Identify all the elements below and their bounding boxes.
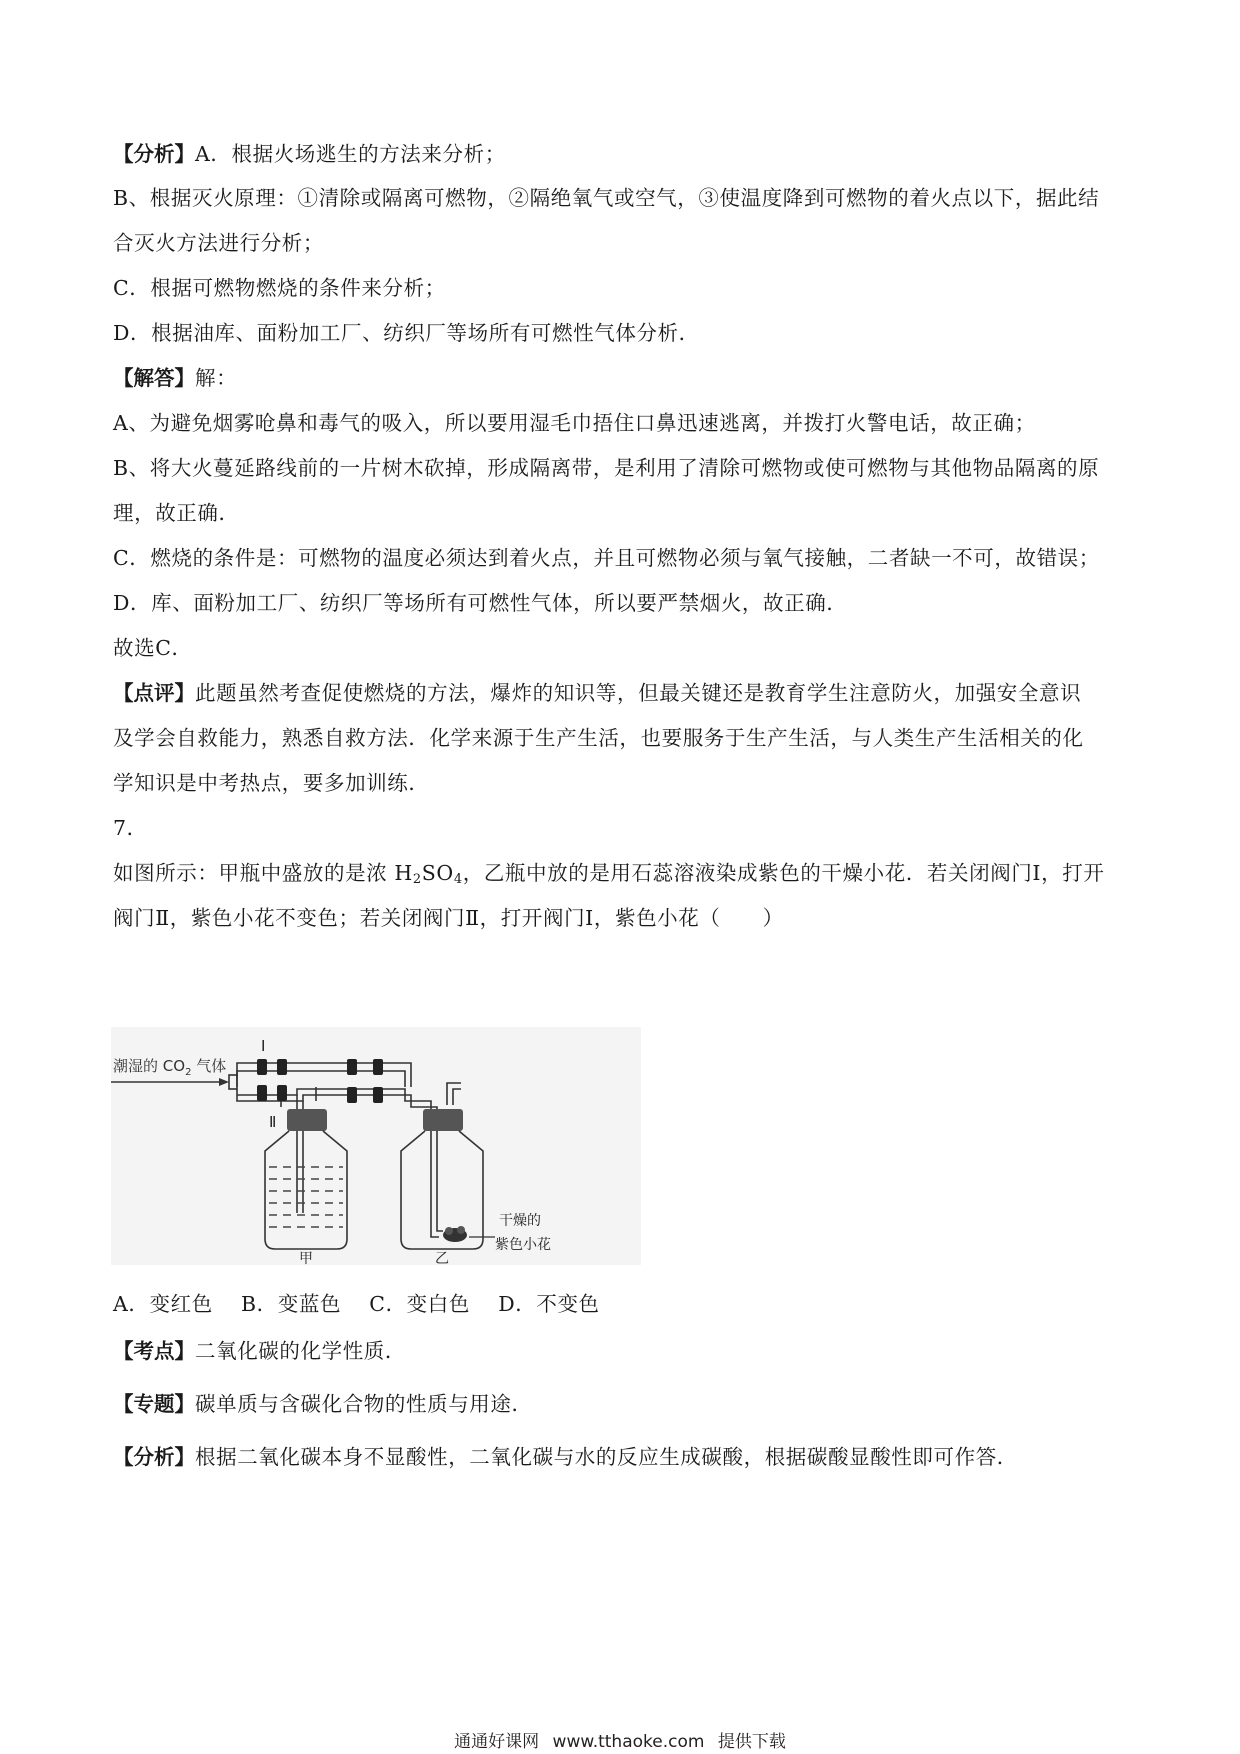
line-text: 此题虽然考查促使燃烧的方法，爆炸的知识等，但最关键还是教育学生注意防火，加强安全意识	[195, 681, 1082, 705]
inlet-label: 潮湿的 $CO_2$ 气体	[113, 1057, 227, 1078]
line-text: 学知识是中考热点，要多加训练．	[113, 771, 430, 795]
line-text: 根据二氧化碳本身不显酸性，二氧化碳与水的反应生成碳酸，根据碳酸显酸性即可作答．	[195, 1445, 1018, 1469]
bottle-jia	[265, 1109, 347, 1265]
clamp-icon	[347, 1059, 357, 1075]
flower-label-2: 紫色小花	[495, 1237, 551, 1253]
line-text: 解：	[195, 366, 238, 390]
page-footer	[0, 1727, 1240, 1752]
section-tag: 【解答】	[113, 366, 195, 390]
stopper-icon	[287, 1109, 327, 1131]
subscript: 2	[412, 872, 422, 887]
flower-label-1: 干燥的	[499, 1213, 541, 1229]
stem-part: ，乙瓶中放的是用石蕊溶液染成紫色的干燥小花．若关闭阀门Ⅰ，打开	[462, 861, 1105, 885]
question-number	[113, 814, 148, 842]
answer-line-a	[113, 409, 1036, 437]
answer-line-b-cont	[113, 499, 240, 527]
analysis-line-4	[113, 274, 446, 302]
question-stem-line-2	[113, 904, 784, 932]
line-text: 二氧化碳的化学性质．	[195, 1339, 406, 1363]
clamp-icon	[347, 1087, 357, 1103]
flower-petal	[445, 1227, 453, 1235]
line-text: B、将大火蔓延路线前的一片树木砍掉，形成隔离带，是利用了清除可燃物或使可燃物与其他物品隔离的原	[113, 456, 1100, 480]
inlet-junction	[229, 1075, 237, 1089]
stem-part: SO	[421, 861, 454, 885]
analysis-line-2	[113, 184, 1099, 212]
stopper-icon	[423, 1109, 463, 1131]
valve-2-label: Ⅱ	[269, 1113, 277, 1131]
section-tag: 【点评】	[113, 681, 195, 705]
line-text: 故选C．	[113, 636, 193, 660]
footer-site: 通通好课网	[454, 1732, 540, 1752]
line-text: C．燃烧的条件是：可燃物的温度必须达到着火点，并且可燃物必须与氧气接触，二者缺一不可，故错误；	[113, 546, 1100, 570]
line-text: D．库、面粉加工厂、纺织厂等场所有可燃性气体，所以要严禁烟火，故正确．	[113, 591, 848, 615]
clamp-icon	[277, 1085, 287, 1101]
valve-2-icon	[257, 1085, 267, 1101]
apparatus-diagram	[111, 1027, 641, 1265]
section-tag: 【分析】	[113, 1445, 195, 1469]
line-text: 及学会自救能力，熟悉自救方法．化学来源于生产生活，也要服务于生产生活，与人类生产生活相关的化	[113, 726, 1084, 750]
question-stem-line-1	[113, 859, 1104, 887]
comment-line-3	[113, 769, 430, 797]
valve-1-label: Ⅰ	[261, 1037, 266, 1055]
analysis-line-final	[113, 1443, 1018, 1471]
yi-outlet	[447, 1083, 461, 1105]
line-text: 7．	[113, 816, 148, 840]
topic-line	[113, 1390, 533, 1418]
key-point-line	[113, 1337, 406, 1365]
line-text: A、为避免烟雾呛鼻和毒气的吸入，所以要用湿毛巾捂住口鼻迅速逃离，并拨打火警电话，故正确；	[113, 411, 1036, 435]
section-tag: 【考点】	[113, 1339, 195, 1363]
section-tag: 【分析】	[113, 142, 195, 166]
line-text: B、根据灭火原理：①清除或隔离可燃物，②隔绝氧气或空气，③使温度降到可燃物的着火点以下，据此结	[113, 186, 1100, 210]
clamp-icon	[373, 1059, 383, 1075]
footer-url[interactable]: www.tthaoke.com	[552, 1732, 705, 1752]
subscript: 4	[453, 872, 463, 887]
comment-line-1	[113, 679, 1081, 707]
bottle-yi	[401, 1109, 495, 1265]
line-text: D．根据油库、面粉加工厂、纺织厂等场所有可燃性气体分析．	[113, 321, 700, 345]
bottle-jia-body	[265, 1131, 347, 1249]
clamp-icon	[373, 1087, 383, 1103]
line-text: 碳单质与含碳化合物的性质与用途．	[195, 1392, 533, 1416]
stem-part: 如图所示：甲瓶中盛放的是浓 H	[113, 861, 413, 885]
analysis-line-3	[113, 229, 324, 257]
yi-outlet-inner	[453, 1089, 461, 1105]
flower-petal	[457, 1226, 465, 1234]
section-tag: 【专题】	[113, 1392, 195, 1416]
options-text: A．变红色 B．变蓝色 C．变白色 D．不变色	[113, 1292, 600, 1316]
footer-note: 提供下载	[717, 1732, 786, 1752]
answer-line-d	[113, 589, 847, 617]
valve-clamps	[257, 1059, 383, 1103]
arrowhead-icon	[219, 1078, 229, 1086]
answer-header	[113, 364, 237, 392]
analysis-line-1	[113, 140, 506, 168]
answer-options	[113, 1290, 600, 1318]
line-text: 合灭火方法进行分析；	[113, 231, 324, 255]
liquid-lines	[269, 1167, 343, 1227]
clamp-icon	[277, 1059, 287, 1075]
comment-line-2	[113, 724, 1084, 752]
answer-line-c	[113, 544, 1100, 572]
bottle-yi-label: 乙	[435, 1251, 449, 1265]
valve-1-icon	[257, 1059, 267, 1075]
line-text: A．根据火场逃生的方法来分析；	[195, 142, 506, 166]
answer-choice	[113, 634, 193, 662]
apparatus-figure	[111, 1027, 641, 1265]
stem-part: 阀门Ⅱ，紫色小花不变色；若关闭阀门Ⅱ，打开阀门Ⅰ，紫色小花（ ）	[113, 906, 784, 930]
answer-line-b	[113, 454, 1099, 482]
line-text: 理，故正确．	[113, 501, 240, 525]
analysis-line-5	[113, 319, 700, 347]
yi-inlet-tube-inner	[437, 1167, 443, 1231]
bottle-jia-label: 甲	[299, 1251, 313, 1265]
line-text: C．根据可燃物燃烧的条件来分析；	[113, 276, 446, 300]
